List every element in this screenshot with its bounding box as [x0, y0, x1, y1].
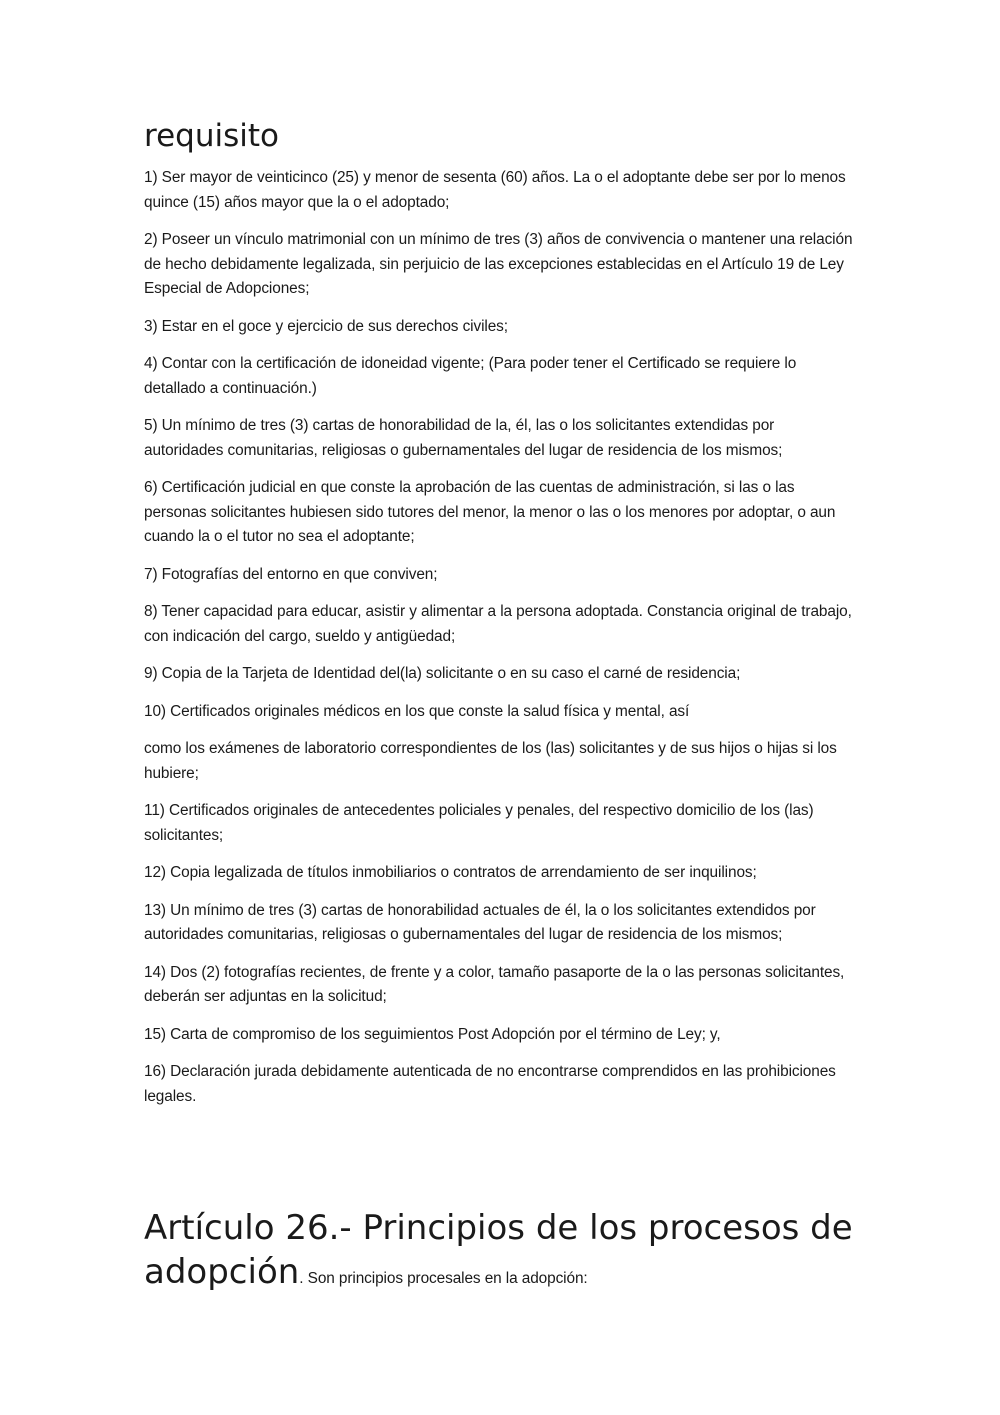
requirement-item: 2) Poseer un vínculo matrimonial con un mínimo de tres (3) años de convivencia o mantener una relación de hecho debidamente legalizada, sin perjuicio de las excepciones establecidas en el Artículo 19 de Ley Especial de Adopciones; — [144, 231, 853, 297]
article-title: Artículo 26.- Principios de los procesos de adopción — [144, 1208, 853, 1292]
requirement-item: 13) Un mínimo de tres (3) cartas de honorabilidad actuales de él, la o los solicitantes extendidos por autoridades comunitarias, religiosas o gubernamentales del lugar de residencia de los mismos; — [144, 901, 816, 943]
requirement-item: 3) Estar en el goce y ejercicio de sus derechos civiles; — [144, 317, 508, 335]
requirement-item: 11) Certificados originales de antecedentes policiales y penales, del respectivo domicilio de los (las) solicitantes; — [144, 802, 814, 844]
article-section — [144, 1206, 856, 1294]
requirement-item-continuation: como los exámenes de laboratorio correspondientes de los (las) solicitantes y de sus hijos o hijas si los hubiere; — [144, 740, 837, 782]
document-body — [144, 114, 856, 1122]
requirement-item: 8) Tener capacidad para educar, asistir y alimentar a la persona adoptada. Constancia original de trabajo, con indicación del cargo, sueldo y antigüedad; — [144, 603, 852, 645]
requirement-item: 14) Dos (2) fotografías recientes, de frente y a color, tamaño pasaporte de la o las personas solicitantes, deberán ser adjuntas en la solicitud; — [144, 963, 845, 1005]
requirement-item: 6) Certificación judicial en que conste la aprobación de las cuentas de administración, si las o las personas solicitantes hubiesen sido tutores del menor, la menor o las o los menores por adoptar, o aun cuando la o el tutor no sea el adoptante; — [144, 479, 836, 545]
article-intro-text: . Son principios procesales en la adopción: — [299, 1270, 588, 1287]
requirement-item: 16) Declaración jurada debidamente autenticada de no encontrarse comprendidos en las prohibiciones legales. — [144, 1063, 836, 1105]
requirement-item: 15) Carta de compromiso de los seguimientos Post Adopción por el término de Ley; y, — [144, 1025, 721, 1043]
requirement-item: 7) Fotografías del entorno en que conviven; — [144, 565, 438, 583]
section-heading: requisito — [144, 118, 279, 154]
requirement-item: 4) Contar con la certificación de idoneidad vigente; (Para poder tener el Certificado se requiere lo detallado a continuación.) — [144, 355, 797, 397]
requirement-item: 1) Ser mayor de veinticinco (25) y menor de sesenta (60) años. La o el adoptante debe ser por lo menos quince (15) años mayor que la o el adoptado; — [144, 169, 846, 211]
requirement-item: 9) Copia de la Tarjeta de Identidad del(la) solicitante o en su caso el carné de residencia; — [144, 665, 741, 682]
requirement-item: 5) Un mínimo de tres (3) cartas de honorabilidad de la, él, las o los solicitantes extendidas por autoridades comunitarias, religiosas o gubernamentales del lugar de residencia de los mismos; — [144, 417, 783, 459]
requirement-item: 12) Copia legalizada de títulos inmobiliarios o contratos de arrendamiento de ser inquilinos; — [144, 864, 757, 881]
requirement-item: 10) Certificados originales médicos en los que conste la salud física y mental, así — [144, 702, 690, 720]
article-heading — [144, 1206, 856, 1294]
